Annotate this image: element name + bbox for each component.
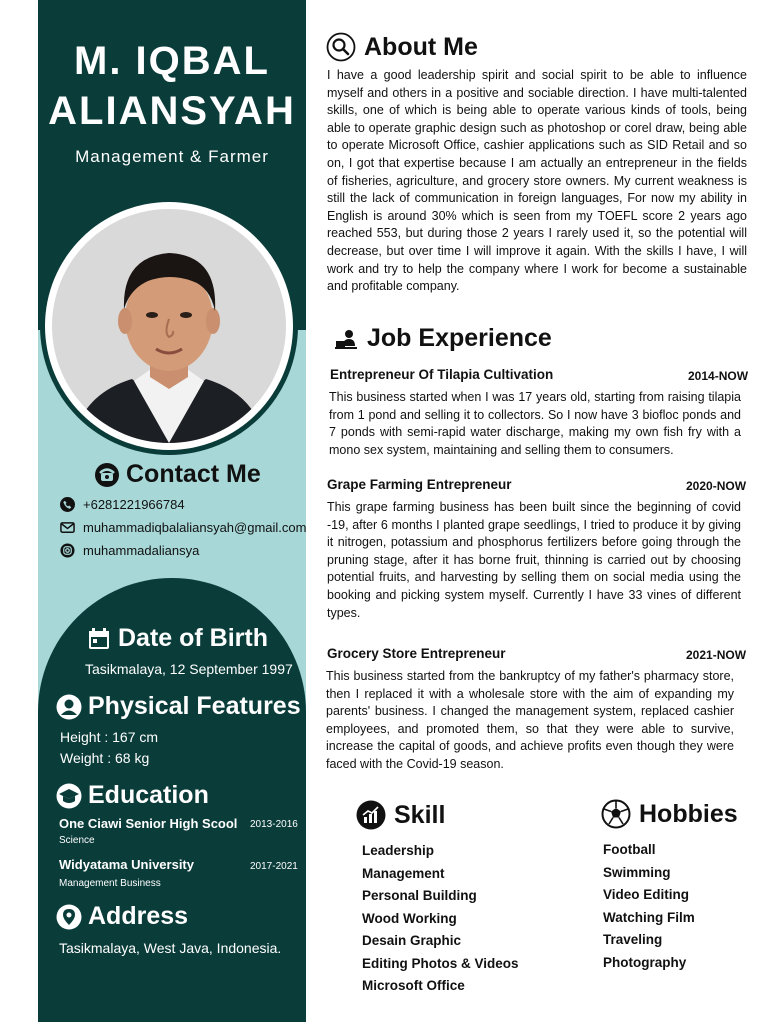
contact-phone: +6281221966784 [83,497,185,512]
physical-title: Physical Features [88,692,301,720]
graduation-cap-icon [56,783,82,809]
contact-title: Contact Me [126,460,261,488]
portrait-illustration [52,209,286,443]
birth-title: Date of Birth [118,624,268,652]
about-heading [326,32,478,62]
job-2-title: Grape Farming Entrepreneur [327,477,512,492]
birth-value: Tasikmalaya, 12 September 1997 [85,661,293,677]
birth-heading [86,624,268,653]
contact-phone-row[interactable] [60,497,185,512]
chart-icon [356,800,386,830]
experience-heading [333,324,552,353]
person-icon [56,694,82,720]
education-title: Education [88,781,209,809]
address-title: Address [88,902,189,930]
education-school-2: Widyatama University [59,857,194,872]
contact-instagram-row[interactable] [60,543,199,558]
job-1-text: This business started when I was 17 years old, starting from raising tilapia from 1 pond and selling it to collectors. So I now have 3 biofloc ponds and 7 ponds with semi-rapid water discharge, making my own fish fry with a mono sex system, maintaining and selling them to consumers. [329,390,741,457]
user-group-icon [333,326,359,352]
physical-height: Height : 167 cm [60,729,159,745]
search-icon [326,32,356,62]
profile-name-line2: ALIANSYAH [48,89,296,133]
skill-title: Skill [394,800,446,829]
education-heading [56,781,209,810]
phone-circle-icon [60,497,75,512]
skill-heading [356,800,445,830]
hobbies-list [603,839,695,974]
hobby-item: Watching Film [603,909,695,925]
skill-item: Wood Working [362,910,457,926]
about-title: About Me [364,32,478,61]
physical-weight: Weight : 68 kg [60,750,150,766]
instagram-icon [60,543,75,558]
profile-name-line1: M. IQBAL [74,39,270,83]
job-2-text: This grape farming business has been built since the beginning of covid -19, after 6 months I planted grape seedlings, I tried to produce it by giving it nitrogen, potassium and phosphorus fertilizers before going through the pruning stage, after it has borne fruit, thinning is carried out by choosing potential fruits, and harvesting by selling them on social media using the booking and picking system myself. Currently I have 33 vines of different types. [327,500,741,620]
contact-email: muhammadiqbalaliansyah@gmail.com [83,520,306,535]
profile-subtitle: Management & Farmer [75,147,269,166]
skill-list [362,840,519,998]
job-2-years: 2020-NOW [686,479,747,493]
skill-item: Personal Building [362,888,477,903]
address-heading [56,902,188,931]
email-icon [60,520,75,535]
hobbies-heading [601,799,738,829]
education-years-1: 2013-2016 [250,819,298,830]
hobby-item: Photography [603,954,687,970]
football-icon [601,799,631,829]
skill-item: Editing Photos & Videos [362,955,519,971]
hobby-item: Football [603,842,656,857]
address-value: Tasikmalaya, West Java, Indonesia. [59,940,282,956]
hobby-item: Video Editing [603,887,690,902]
contact-heading [94,460,261,489]
hobbies-title: Hobbies [639,799,738,828]
phone-icon [94,462,120,488]
skill-item: Leadership [362,843,435,858]
education-major-1: Science [59,835,95,846]
profile-name [38,36,306,136]
hobby-item: Swimming [603,864,671,880]
education-school-1: One Ciawi Senior High Scool [59,816,238,831]
job-1-title: Entrepreneur Of Tilapia Cultivation [330,367,554,382]
education-years-2: 2017-2021 [250,861,298,872]
skill-item: Microsoft Office [362,978,465,993]
experience-title: Job Experience [367,324,552,352]
skill-item: Desain Graphic [362,933,462,948]
job-3-text: This business started from the bankruptcy of my father's pharmacy store, then I replaced it with a wholesale store with the aim of expanding my parents' business. I changed the management system, replaced cashier employees, and promoted them, so that they were able to survive, increase the capital of goods, and achieve profits even though they were faced with the Covid-19 season. [326,669,734,771]
contact-instagram: muhammadaliansya [83,543,200,558]
hobby-item: Traveling [603,932,663,947]
physical-heading [56,692,301,721]
profile-photo [45,202,293,450]
skill-item: Management [362,865,445,881]
calendar-icon [86,626,112,652]
job-3-years: 2021-NOW [686,648,747,662]
sidebar [38,0,306,1022]
location-pin-icon [56,904,82,930]
job-1-years: 2014-NOW [688,369,749,383]
profile-photo-frame [52,209,286,443]
about-text: I have a good leadership spirit and social spirit to be able to influence myself and others in a positive and sociable direction. I have multi-talented skills, one of which is being able to operate various kinds of tools, being able to operate graphic design such as photoshop or corel draw, being able to operate Microsoft Office, cashier applications such as SID Retail and so on, I got that expertise because I am actually an entrepreneur in the fields of fisheries, agriculture, and grocery store owners. My current weakness is still the lack of communication in foreign languages, For now my ability in English is around 30% which is seen from my TOEFL score 2 years ago reached 553, but during those 2 years I rarely used it, so the potential will decrease, but over time I will improve it again. With the skills I have, I will work and try to help the company where I work for become a sustainable and profitable company. [327,68,747,294]
education-major-2: Management Business [59,878,161,889]
contact-email-row[interactable] [60,520,306,535]
job-3-title: Grocery Store Entrepreneur [327,646,506,661]
